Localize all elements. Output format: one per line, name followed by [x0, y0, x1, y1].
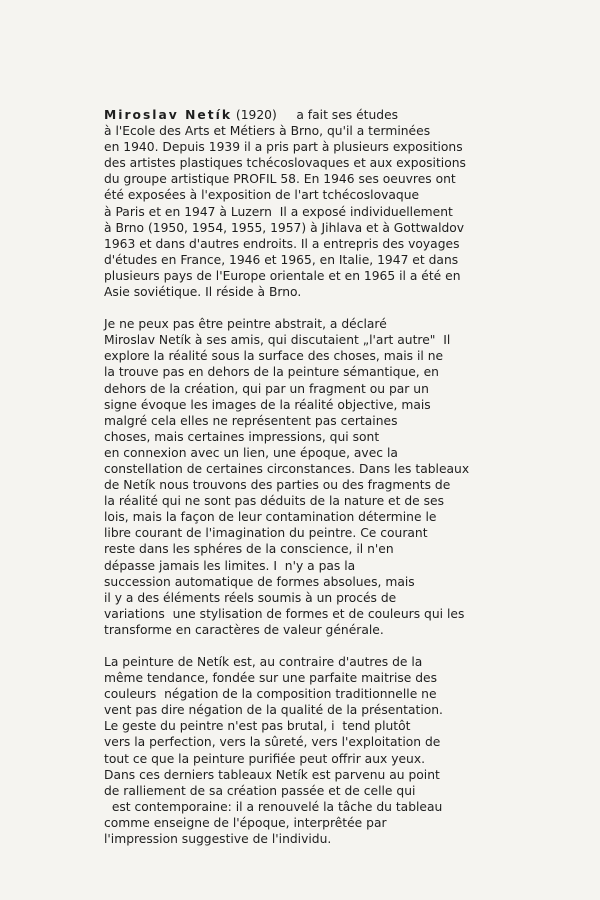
- text-line: La peinture de Netík est, au contraire d'autres de la: [104, 655, 423, 669]
- text-line: l'impression suggestive de l'individu.: [104, 832, 332, 847]
- text-line: dépasse jamais les limites. I n'y a pas la: [104, 558, 356, 573]
- text-line: 1963 et dans d'autres endroits. Il a entrepris des voyages: [104, 236, 460, 251]
- text-line: même tendance, fondée sur une parfaite maitrise des: [104, 671, 438, 686]
- text-line: des artistes plastiques tchécoslovaques et aux expositions: [104, 156, 466, 171]
- text-line: en connexion avec un lien, une époque, avec la: [104, 445, 398, 460]
- article-body: [104, 107, 520, 847]
- text-line: constellation de certaines circonstances. Dans les tableaux: [104, 461, 470, 476]
- text-line: la réalité qui ne sont pas déduits de la nature et de ses: [104, 494, 445, 509]
- text-line: comme enseigne de l'époque, interprêtée par: [104, 815, 387, 830]
- text-line: à l'Ecole des Arts et Métiers à Brno, qu'il a terminées: [104, 124, 431, 139]
- text-line: plusieurs pays de l'Europe orientale et en 1965 il a été en: [104, 268, 461, 283]
- text-line: [104, 107, 520, 123]
- paragraph-gap: [104, 300, 520, 316]
- author-name: Miroslav Netík: [104, 108, 232, 122]
- text-line: succession automatique de formes absolues, mais: [104, 574, 415, 589]
- text-line: à Brno (1950, 1954, 1955, 1957) à Jihlava et à Gottwaldov: [104, 220, 465, 235]
- text-line: dehors de la création, qui par un fragment ou par un: [104, 381, 429, 396]
- paragraph-abstraction: [104, 316, 520, 638]
- text-line: explore la réalité sous la surface des choses, mais il ne: [104, 349, 444, 364]
- paragraph-biography: [104, 107, 520, 300]
- text-line: signe évoque les images de la réalité objective, mais: [104, 397, 431, 412]
- text-line: Je ne peux pas être peintre abstrait, a déclaré: [104, 317, 387, 332]
- text-line: il y a des éléments réels soumis à un procés de: [104, 590, 397, 605]
- text-segment: (1920) a fait ses études: [232, 108, 399, 122]
- text-line: choses, mais certaines impressions, qui sont: [104, 429, 380, 444]
- text-line: vers la perfection, vers la sûreté, vers l'exploitation de: [104, 735, 441, 750]
- text-line: est contemporaine: il a renouvelé la tâche du tableau: [104, 799, 443, 814]
- text-line: libre courant de l'imagination du peintre. Ce courant: [104, 526, 428, 541]
- text-line: Asie soviétique. Il réside à Brno.: [104, 285, 302, 300]
- text-line: vent pas dire négation de la qualité de la présentation.: [104, 703, 443, 718]
- paragraph-gap: [104, 638, 520, 654]
- text-line: été exposées à l'exposition de l'art tchécoslovaque: [104, 188, 420, 203]
- text-line: en 1940. Depuis 1939 il a pris part à plusieurs expositions: [104, 140, 463, 155]
- text-line: de ralliement de sa création passée et de celle qui: [104, 783, 416, 798]
- text-line: tout ce que la peinture purifiée peut offrir aux yeux.: [104, 751, 426, 766]
- text-line: Miroslav Netík à ses amis, qui discutaient „l'art autre" Il: [104, 333, 451, 348]
- text-line: la trouve pas en dehors de la peinture sémantique, en: [104, 365, 439, 380]
- paragraph-painting: [104, 654, 520, 847]
- text-line: malgré cela elles ne représentent pas certaines: [104, 413, 398, 428]
- text-line: reste dans les sphéres de la conscience, il n'en: [104, 542, 394, 557]
- text-line: d'études en France, 1946 et 1965, en Italie, 1947 et dans: [104, 252, 459, 267]
- text-line: couleurs négation de la composition traditionnelle ne: [104, 687, 437, 702]
- text-line: Le geste du peintre n'est pas brutal, i tend plutôt: [104, 719, 411, 734]
- text-line: de Netík nous trouvons des parties ou des fragments de: [104, 478, 451, 493]
- text-line: transforme en caractères de valeur générale.: [104, 622, 384, 637]
- text-line: du groupe artistique PROFIL 58. En 1946 ses oeuvres ont: [104, 172, 456, 187]
- text-line: Dans ces derniers tableaux Netík est parvenu au point: [104, 767, 440, 782]
- text-line: lois, mais la façon de leur contamination détermine le: [104, 510, 437, 525]
- text-line: à Paris et en 1947 à Luzern Il a exposé individuellement: [104, 204, 453, 219]
- text-line: variations une stylisation de formes et de couleurs qui les: [104, 606, 465, 621]
